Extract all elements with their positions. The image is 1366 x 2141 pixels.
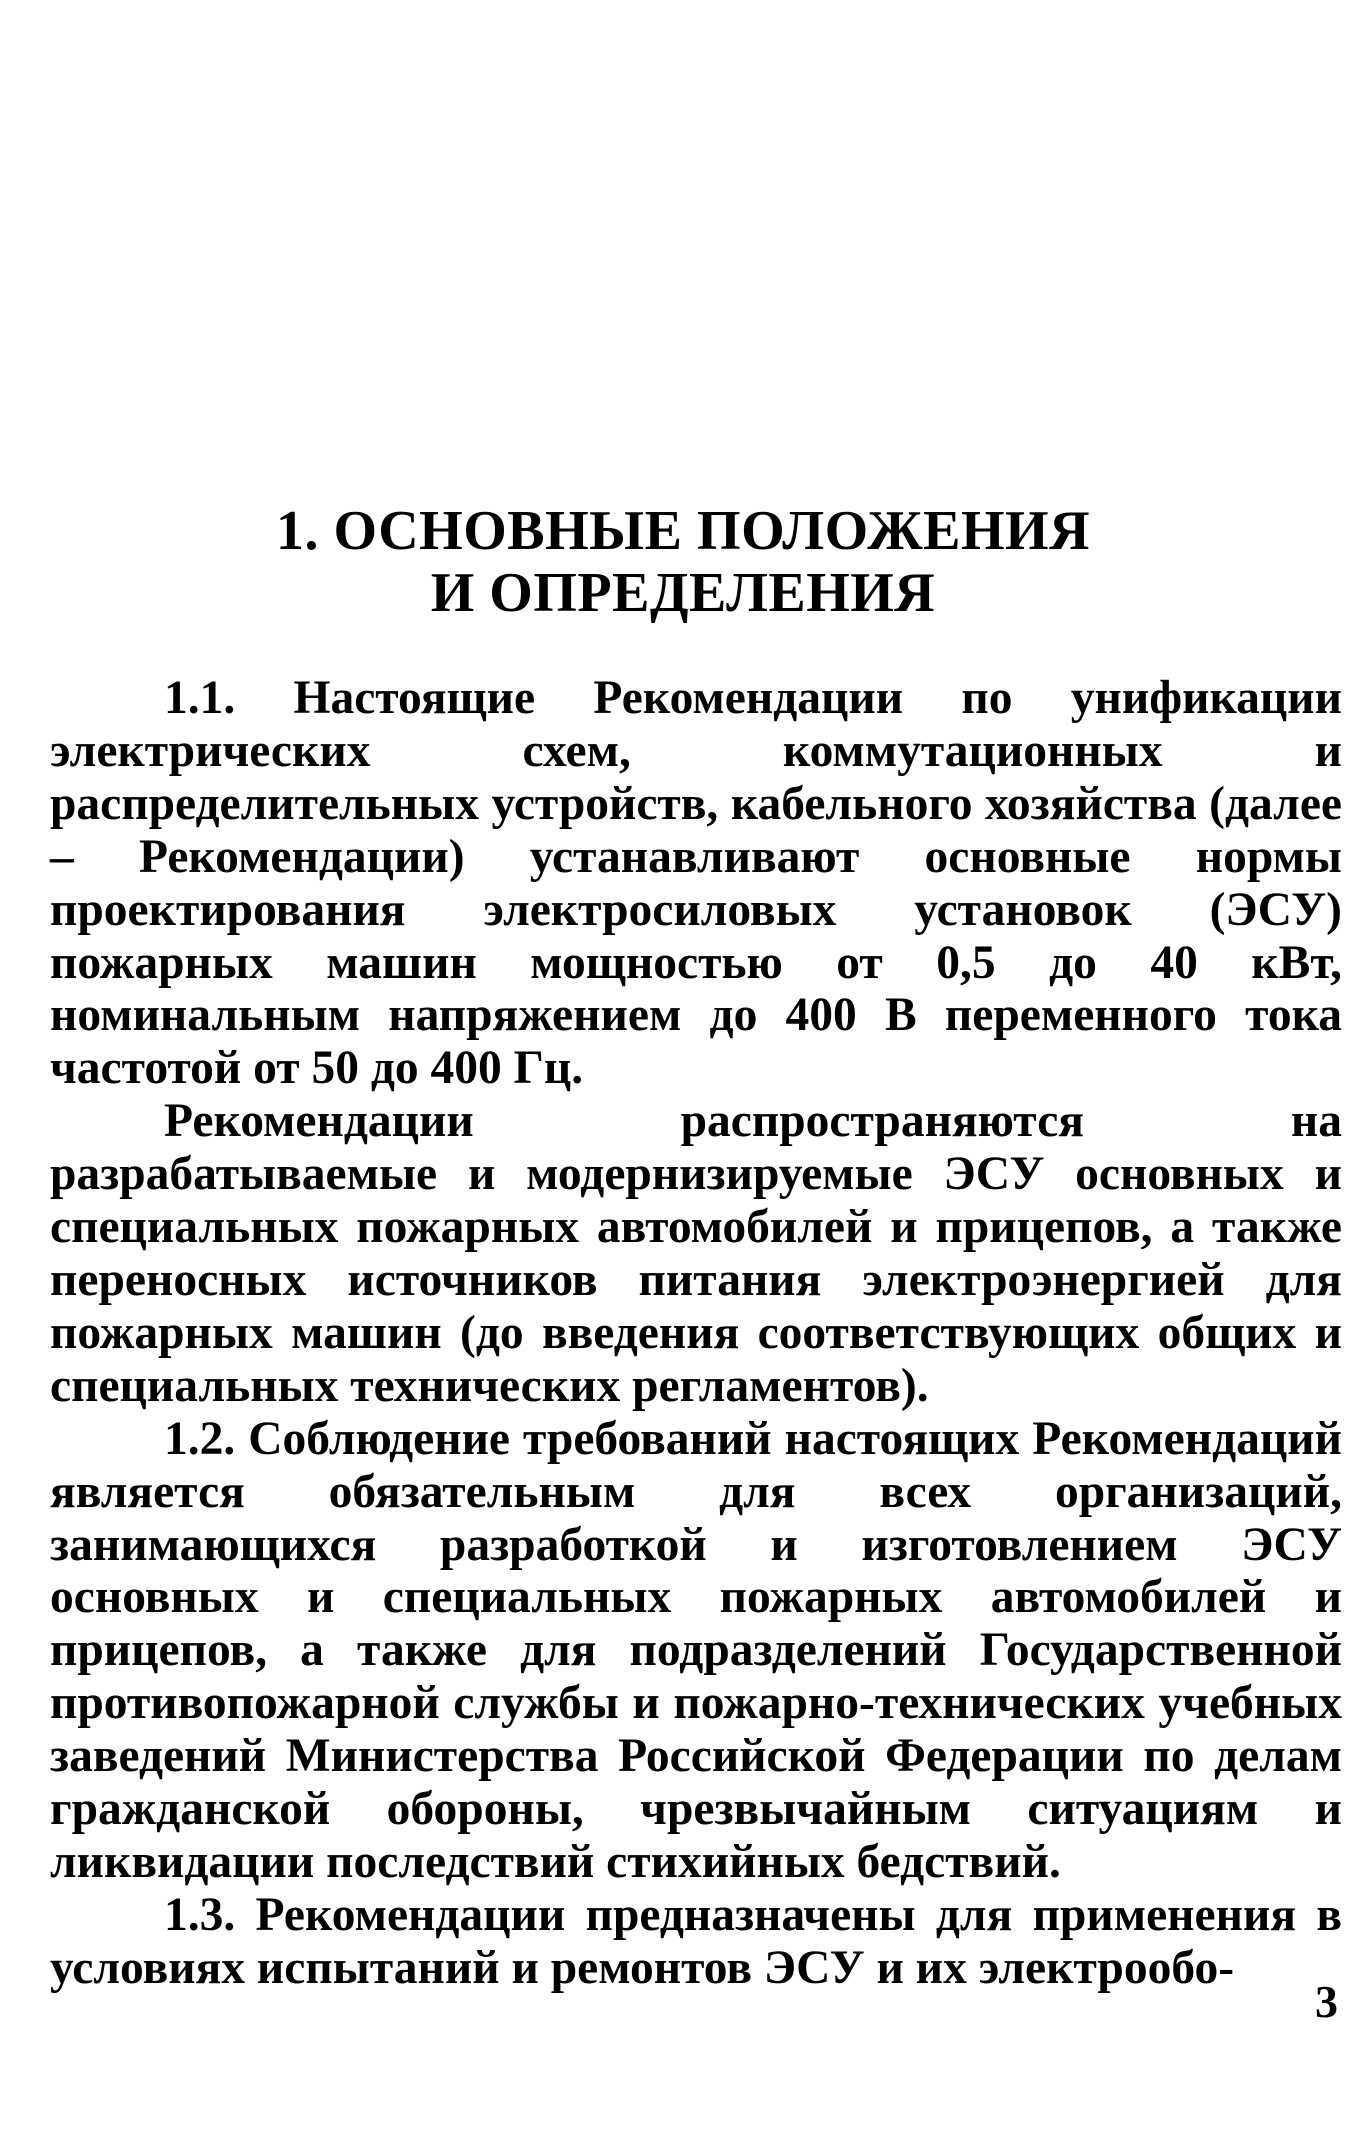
paragraph-scope: Рекомендации распространяются на разрабатываемые и модернизируемые ЭСУ основных и специальных пожарных автомобилей и прицепов, а также переносных источников питания электроэнергией для пожарных машин (до введения соответствующих общих и специальных технических регламентов). xyxy=(50,1095,1342,1412)
paragraph-1-3: 1.3. Рекомендации предназначены для применения в условиях испытаний и ремонтов ЭСУ и их электрообо- xyxy=(50,1888,1342,1994)
paragraph-1-2: 1.2. Соблюдение требований настоящих Рекомендаций является обязательным для всех организаций, занимающихся разработкой и изготовлением ЭСУ основных и специальных пожарных автомобилей и прицепов, а также для подразделений Государственной противопожарной службы и пожарно-технических учебных заведений Министерства Российской Федерации по делам гражданской обороны, чрезвычайным ситуациям и ликвидации последствий стихийных бедствий. xyxy=(50,1412,1342,1888)
page-number: 3 xyxy=(1315,1976,1338,2027)
body-text xyxy=(50,672,1342,1995)
paragraph-1-1: 1.1. Настоящие Рекомендации по унификации электрических схем, коммутационных и распределительных устройств, кабельного хозяйства (далее – Рекомендации) устанавливают основные нормы проектирования электросиловых установок (ЭСУ) пожарных машин мощностью от 0,5 до 40 кВт, номинальным напряжением до 400 В переменного тока частотой от 50 до 400 Гц. xyxy=(50,672,1342,1095)
section-heading-line-1: 1. ОСНОВНЫЕ ПОЛОЖЕНИЯ xyxy=(275,500,1091,562)
section-heading xyxy=(0,500,1366,624)
section-heading-line-2: И ОПРЕДЕЛЕНИЯ xyxy=(430,562,936,624)
